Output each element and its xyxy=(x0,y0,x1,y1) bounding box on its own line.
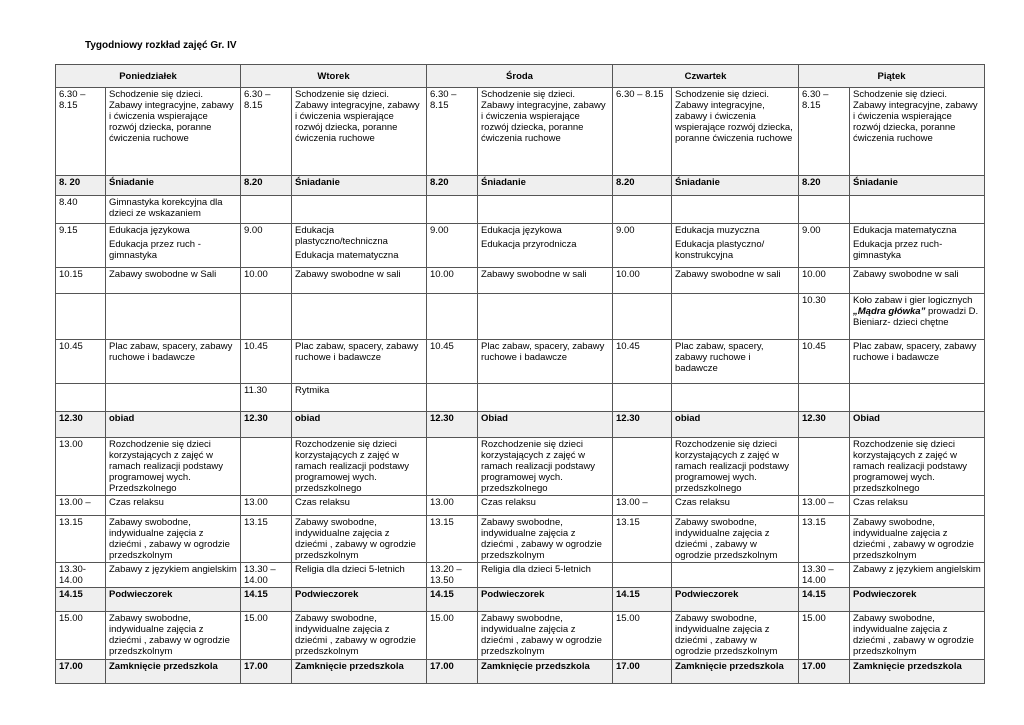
schedule-row xyxy=(56,340,985,384)
time-cell-tuesday: 9.00 xyxy=(241,224,292,268)
time-cell-wednesday: 10.00 xyxy=(427,268,478,294)
activity-cell-thursday: Rozchodzenie się dzieci korzystających z zajęć w ramach realizacji podstawy programowej wych. przedszkolnego xyxy=(672,438,799,496)
activity-cell-tuesday: Zabawy swobodne w sali xyxy=(292,268,427,294)
activity-cell-monday: Rozchodzenie się dzieci korzystających z zajęć w ramach realizacji podstawy programowej wych. Przedszkolnego xyxy=(106,438,241,496)
activity-cell-tuesday: Zabawy swobodne, indywidualne zajęcia z dziećmi , zabawy w ogrodzie przedszkolnym xyxy=(292,516,427,563)
day-header-wednesday: Środa xyxy=(427,65,613,88)
activity-cell-monday xyxy=(106,294,241,340)
time-cell-friday: 13.30 – 14.00 xyxy=(799,563,850,588)
activity-cell-friday: Schodzenie się dzieci. Zabawy integracyjne, zabawy i ćwiczenia wspierające rozwój dziecka, poranne ćwiczenia ruchowe xyxy=(850,88,985,176)
activity-cell-tuesday: Podwieczorek xyxy=(292,588,427,612)
activity-cell-friday: Zabawy z językiem angielskim xyxy=(850,563,985,588)
time-cell-thursday xyxy=(613,196,672,224)
activity-cell-tuesday: Schodzenie się dzieci. Zabawy integracyjne, zabawy i ćwiczenia wspierające rozwój dziecka, poranne ćwiczenia ruchowe xyxy=(292,88,427,176)
time-cell-wednesday: 14.15 xyxy=(427,588,478,612)
time-cell-wednesday: 9.00 xyxy=(427,224,478,268)
activity-cell-tuesday: Religia dla dzieci 5-letnich xyxy=(292,563,427,588)
activity-line: Edukacja językowa xyxy=(481,225,562,236)
schedule-row xyxy=(56,438,985,496)
time-cell-monday: 8.40 xyxy=(56,196,106,224)
time-cell-tuesday: 13.30 – 14.00 xyxy=(241,563,292,588)
activity-cell-wednesday: Zamknięcie przedszkola xyxy=(478,660,613,684)
activity-cell-tuesday: Zabawy swobodne, indywidualne zajęcia z dziećmi , zabawy w ogrodzie przedszkolnym xyxy=(292,612,427,660)
day-header-tuesday: Wtorek xyxy=(241,65,427,88)
activity-cell-tuesday: Plac zabaw, spacery, zabawy ruchowe i badawcze xyxy=(292,340,427,384)
time-cell-friday: 15.00 xyxy=(799,612,850,660)
activity-cell-wednesday xyxy=(478,196,613,224)
activity-cell-monday: Schodzenie się dzieci. Zabawy integracyjne, zabawy i ćwiczenia wspierające rozwój dziecka, poranne ćwiczenia ruchowe xyxy=(106,88,241,176)
activity-line: Edukacja muzyczna xyxy=(675,225,760,236)
activity-cell-monday: Zabawy swobodne, indywidualne zajęcia z dziećmi , zabawy w ogrodzie przedszkolnym xyxy=(106,516,241,563)
activity-cell-friday: Podwieczorek xyxy=(850,588,985,612)
time-cell-thursday: 9.00 xyxy=(613,224,672,268)
time-cell-monday: 13.00 xyxy=(56,438,106,496)
activity-line: Edukacja przez ruch- gimnastyka xyxy=(853,239,943,261)
activity-cell-wednesday: Obiad xyxy=(478,412,613,438)
time-cell-wednesday: 6.30 – 8.15 xyxy=(427,88,478,176)
time-cell-friday xyxy=(799,196,850,224)
activity-cell-wednesday: Podwieczorek xyxy=(478,588,613,612)
time-cell-monday: 13.00 – xyxy=(56,496,106,516)
time-cell-monday: 9.15 xyxy=(56,224,106,268)
activity-cell-tuesday: Rytmika xyxy=(292,384,427,412)
activity-cell-friday: Czas relaksu xyxy=(850,496,985,516)
time-cell-tuesday: 13.00 xyxy=(241,496,292,516)
activity-cell-monday: Plac zabaw, spacery, zabawy ruchowe i badawcze xyxy=(106,340,241,384)
activity-cell-wednesday xyxy=(478,224,613,268)
activity-cell-friday: Zabawy swobodne w sali xyxy=(850,268,985,294)
schedule-row xyxy=(56,563,985,588)
activity-cell-tuesday: Śniadanie xyxy=(292,176,427,196)
time-cell-wednesday: 13.00 xyxy=(427,496,478,516)
activity-cell-thursday: Śniadanie xyxy=(672,176,799,196)
schedule-row xyxy=(56,588,985,612)
schedule-row xyxy=(56,384,985,412)
time-cell-tuesday: 10.45 xyxy=(241,340,292,384)
activity-line: Edukacja przez ruch - gimnastyka xyxy=(109,239,201,261)
activity-cell-friday: Zamknięcie przedszkola xyxy=(850,660,985,684)
activity-cell-thursday: Zabawy swobodne w sali xyxy=(672,268,799,294)
time-cell-tuesday: 15.00 xyxy=(241,612,292,660)
activity-cell-wednesday: Śniadanie xyxy=(478,176,613,196)
activity-line: Edukacja przyrodnicza xyxy=(481,239,577,250)
time-cell-tuesday: 10.00 xyxy=(241,268,292,294)
activity-cell-monday: Gimnastyka korekcyjna dla dzieci ze wskazaniem xyxy=(106,196,241,224)
day-header-monday: Poniedziałek xyxy=(56,65,241,88)
time-cell-tuesday xyxy=(241,438,292,496)
time-cell-thursday xyxy=(613,438,672,496)
time-cell-thursday: 10.00 xyxy=(613,268,672,294)
activity-cell-monday: Zamknięcie przedszkola xyxy=(106,660,241,684)
activity-line: Edukacja matematyczna xyxy=(853,225,957,236)
activity-cell-friday xyxy=(850,294,985,340)
activity-cell-thursday xyxy=(672,384,799,412)
activity-cell-tuesday xyxy=(292,224,427,268)
time-cell-wednesday xyxy=(427,384,478,412)
activity-cell-friday: Plac zabaw, spacery, zabawy ruchowe i badawcze xyxy=(850,340,985,384)
schedule-row xyxy=(56,196,985,224)
schedule-row xyxy=(56,294,985,340)
activity-cell-monday: Podwieczorek xyxy=(106,588,241,612)
time-cell-wednesday: 8.20 xyxy=(427,176,478,196)
time-cell-friday: 12.30 xyxy=(799,412,850,438)
time-cell-tuesday: 6.30 – 8.15 xyxy=(241,88,292,176)
activity-emphasis: „Mądra główka” xyxy=(853,306,926,317)
schedule-row xyxy=(56,516,985,563)
activity-cell-wednesday: Czas relaksu xyxy=(478,496,613,516)
activity-cell-monday: Śniadanie xyxy=(106,176,241,196)
activity-cell-friday: Śniadanie xyxy=(850,176,985,196)
activity-cell-thursday: Podwieczorek xyxy=(672,588,799,612)
activity-cell-wednesday: Plac zabaw, spacery, zabawy ruchowe i badawcze xyxy=(478,340,613,384)
activity-cell-wednesday: Rozchodzenie się dzieci korzystających z zajęć w ramach realizacji podstawy programowej wych. przedszkolnego xyxy=(478,438,613,496)
time-cell-friday: 10.30 xyxy=(799,294,850,340)
time-cell-tuesday: 11.30 xyxy=(241,384,292,412)
time-cell-wednesday xyxy=(427,438,478,496)
activity-line: Edukacja językowa xyxy=(109,225,190,236)
time-cell-monday: 14.15 xyxy=(56,588,106,612)
activity-cell-friday: Zabawy swobodne, indywidualne zajęcia z dziećmi , zabawy w ogrodzie przedszkolnym xyxy=(850,516,985,563)
time-cell-friday: 14.15 xyxy=(799,588,850,612)
time-cell-wednesday: 13.15 xyxy=(427,516,478,563)
schedule-body xyxy=(56,88,985,684)
time-cell-monday: 8. 20 xyxy=(56,176,106,196)
activity-cell-tuesday: Zamknięcie przedszkola xyxy=(292,660,427,684)
time-cell-tuesday: 17.00 xyxy=(241,660,292,684)
activity-cell-thursday: Zabawy swobodne, indywidualne zajęcia z dziećmi , zabawy w ogrodzie przedszkolnym xyxy=(672,516,799,563)
activity-cell-monday: Zabawy swobodne w Sali xyxy=(106,268,241,294)
time-cell-thursday: 13.15 xyxy=(613,516,672,563)
activity-cell-thursday: Zabawy swobodne, indywidualne zajęcia z dziećmi , zabawy w ogrodzie przedszkolnym xyxy=(672,612,799,660)
time-cell-wednesday: 12.30 xyxy=(427,412,478,438)
activity-text: prowadzi D. Bieniarz- dzieci chętne xyxy=(853,306,979,328)
schedule-row xyxy=(56,612,985,660)
time-cell-friday: 13.15 xyxy=(799,516,850,563)
activity-cell-wednesday: Zabawy swobodne w sali xyxy=(478,268,613,294)
activity-text: Koło zabaw i gier logicznych xyxy=(853,295,973,306)
time-cell-wednesday xyxy=(427,196,478,224)
schedule-row xyxy=(56,88,985,176)
time-cell-thursday: 13.00 – xyxy=(613,496,672,516)
activity-cell-wednesday: Religia dla dzieci 5-letnich xyxy=(478,563,613,588)
time-cell-monday: 6.30 – 8.15 xyxy=(56,88,106,176)
time-cell-monday xyxy=(56,384,106,412)
activity-cell-tuesday xyxy=(292,294,427,340)
time-cell-friday: 17.00 xyxy=(799,660,850,684)
activity-cell-thursday xyxy=(672,294,799,340)
activity-cell-friday xyxy=(850,384,985,412)
time-cell-monday: 13.15 xyxy=(56,516,106,563)
activity-cell-friday: Obiad xyxy=(850,412,985,438)
time-cell-tuesday: 13.15 xyxy=(241,516,292,563)
time-cell-monday: 13.30- 14.00 xyxy=(56,563,106,588)
time-cell-thursday xyxy=(613,294,672,340)
activity-cell-monday xyxy=(106,224,241,268)
time-cell-friday: 8.20 xyxy=(799,176,850,196)
document-title: Tygodniowy rozkład zajęć Gr. IV xyxy=(85,40,237,51)
activity-cell-friday: Rozchodzenie się dzieci korzystających z zajęć w ramach realizacji podstawy programowej wych. przedszkolnego xyxy=(850,438,985,496)
day-header-friday: Piątek xyxy=(799,65,985,88)
activity-cell-friday xyxy=(850,196,985,224)
activity-cell-tuesday: Rozchodzenie się dzieci korzystających z zajęć w ramach realizacji podstawy programowej wych. przedszkolnego xyxy=(292,438,427,496)
day-header-thursday: Czwartek xyxy=(613,65,799,88)
activity-line: Edukacja matematyczna xyxy=(295,250,399,261)
time-cell-friday: 10.00 xyxy=(799,268,850,294)
time-cell-tuesday xyxy=(241,294,292,340)
activity-cell-wednesday xyxy=(478,384,613,412)
time-cell-monday: 10.45 xyxy=(56,340,106,384)
time-cell-tuesday: 12.30 xyxy=(241,412,292,438)
activity-cell-monday: Zabawy swobodne, indywidualne zajęcia z dziećmi , zabawy w ogrodzie przedszkolnym xyxy=(106,612,241,660)
time-cell-thursday: 8.20 xyxy=(613,176,672,196)
time-cell-thursday: 14.15 xyxy=(613,588,672,612)
time-cell-friday: 10.45 xyxy=(799,340,850,384)
time-cell-thursday: 17.00 xyxy=(613,660,672,684)
activity-cell-wednesday xyxy=(478,294,613,340)
time-cell-thursday: 6.30 – 8.15 xyxy=(613,88,672,176)
activity-cell-thursday xyxy=(672,196,799,224)
time-cell-friday: 6.30 – 8.15 xyxy=(799,88,850,176)
activity-cell-monday: Czas relaksu xyxy=(106,496,241,516)
activity-cell-friday: Zabawy swobodne, indywidualne zajęcia z dziećmi , zabawy w ogrodzie przedszkolnym xyxy=(850,612,985,660)
schedule-row xyxy=(56,412,985,438)
schedule-row xyxy=(56,660,985,684)
activity-cell-tuesday xyxy=(292,196,427,224)
header-row xyxy=(56,65,985,88)
activity-line: Edukacja plastyczno/ konstrukcyjna xyxy=(675,239,765,261)
time-cell-friday: 13.00 – xyxy=(799,496,850,516)
activity-cell-thursday: Czas relaksu xyxy=(672,496,799,516)
activity-cell-tuesday: Czas relaksu xyxy=(292,496,427,516)
activity-cell-monday xyxy=(106,384,241,412)
time-cell-thursday: 15.00 xyxy=(613,612,672,660)
time-cell-monday: 10.15 xyxy=(56,268,106,294)
time-cell-wednesday: 13.20 – 13.50 xyxy=(427,563,478,588)
time-cell-monday: 17.00 xyxy=(56,660,106,684)
time-cell-tuesday xyxy=(241,196,292,224)
activity-cell-thursday: Plac zabaw, spacery, zabawy ruchowe i badawcze xyxy=(672,340,799,384)
schedule-row xyxy=(56,176,985,196)
schedule-row xyxy=(56,496,985,516)
time-cell-wednesday xyxy=(427,294,478,340)
activity-cell-wednesday: Zabawy swobodne, indywidualne zajęcia z dziećmi , zabawy w ogrodzie przedszkolnym xyxy=(478,612,613,660)
time-cell-tuesday: 8.20 xyxy=(241,176,292,196)
time-cell-thursday xyxy=(613,384,672,412)
time-cell-thursday: 12.30 xyxy=(613,412,672,438)
time-cell-friday xyxy=(799,384,850,412)
activity-cell-friday xyxy=(850,224,985,268)
schedule-table xyxy=(55,64,985,684)
time-cell-wednesday: 15.00 xyxy=(427,612,478,660)
activity-cell-thursday: Schodzenie się dzieci. Zabawy integracyjne, zabawy i ćwiczenia wspierające rozwój dziecka, poranne ćwiczenia ruchowe xyxy=(672,88,799,176)
time-cell-tuesday: 14.15 xyxy=(241,588,292,612)
time-cell-monday: 12.30 xyxy=(56,412,106,438)
activity-cell-wednesday: Schodzenie się dzieci. Zabawy integracyjne, zabawy i ćwiczenia wspierające rozwój dziecka, poranne ćwiczenia ruchowe xyxy=(478,88,613,176)
activity-cell-tuesday: obiad xyxy=(292,412,427,438)
time-cell-wednesday: 17.00 xyxy=(427,660,478,684)
schedule-row xyxy=(56,224,985,268)
time-cell-thursday xyxy=(613,563,672,588)
time-cell-friday: 9.00 xyxy=(799,224,850,268)
activity-cell-thursday: obiad xyxy=(672,412,799,438)
schedule-row xyxy=(56,268,985,294)
activity-cell-monday: obiad xyxy=(106,412,241,438)
activity-cell-monday: Zabawy z językiem angielskim xyxy=(106,563,241,588)
time-cell-thursday: 10.45 xyxy=(613,340,672,384)
activity-cell-thursday xyxy=(672,563,799,588)
time-cell-monday: 15.00 xyxy=(56,612,106,660)
time-cell-friday xyxy=(799,438,850,496)
activity-cell-wednesday: Zabawy swobodne, indywidualne zajęcia z dziećmi , zabawy w ogrodzie przedszkolnym xyxy=(478,516,613,563)
activity-cell-thursday xyxy=(672,224,799,268)
time-cell-wednesday: 10.45 xyxy=(427,340,478,384)
time-cell-monday xyxy=(56,294,106,340)
activity-line: Edukacja plastyczno/techniczna xyxy=(295,225,388,247)
activity-cell-thursday: Zamknięcie przedszkola xyxy=(672,660,799,684)
